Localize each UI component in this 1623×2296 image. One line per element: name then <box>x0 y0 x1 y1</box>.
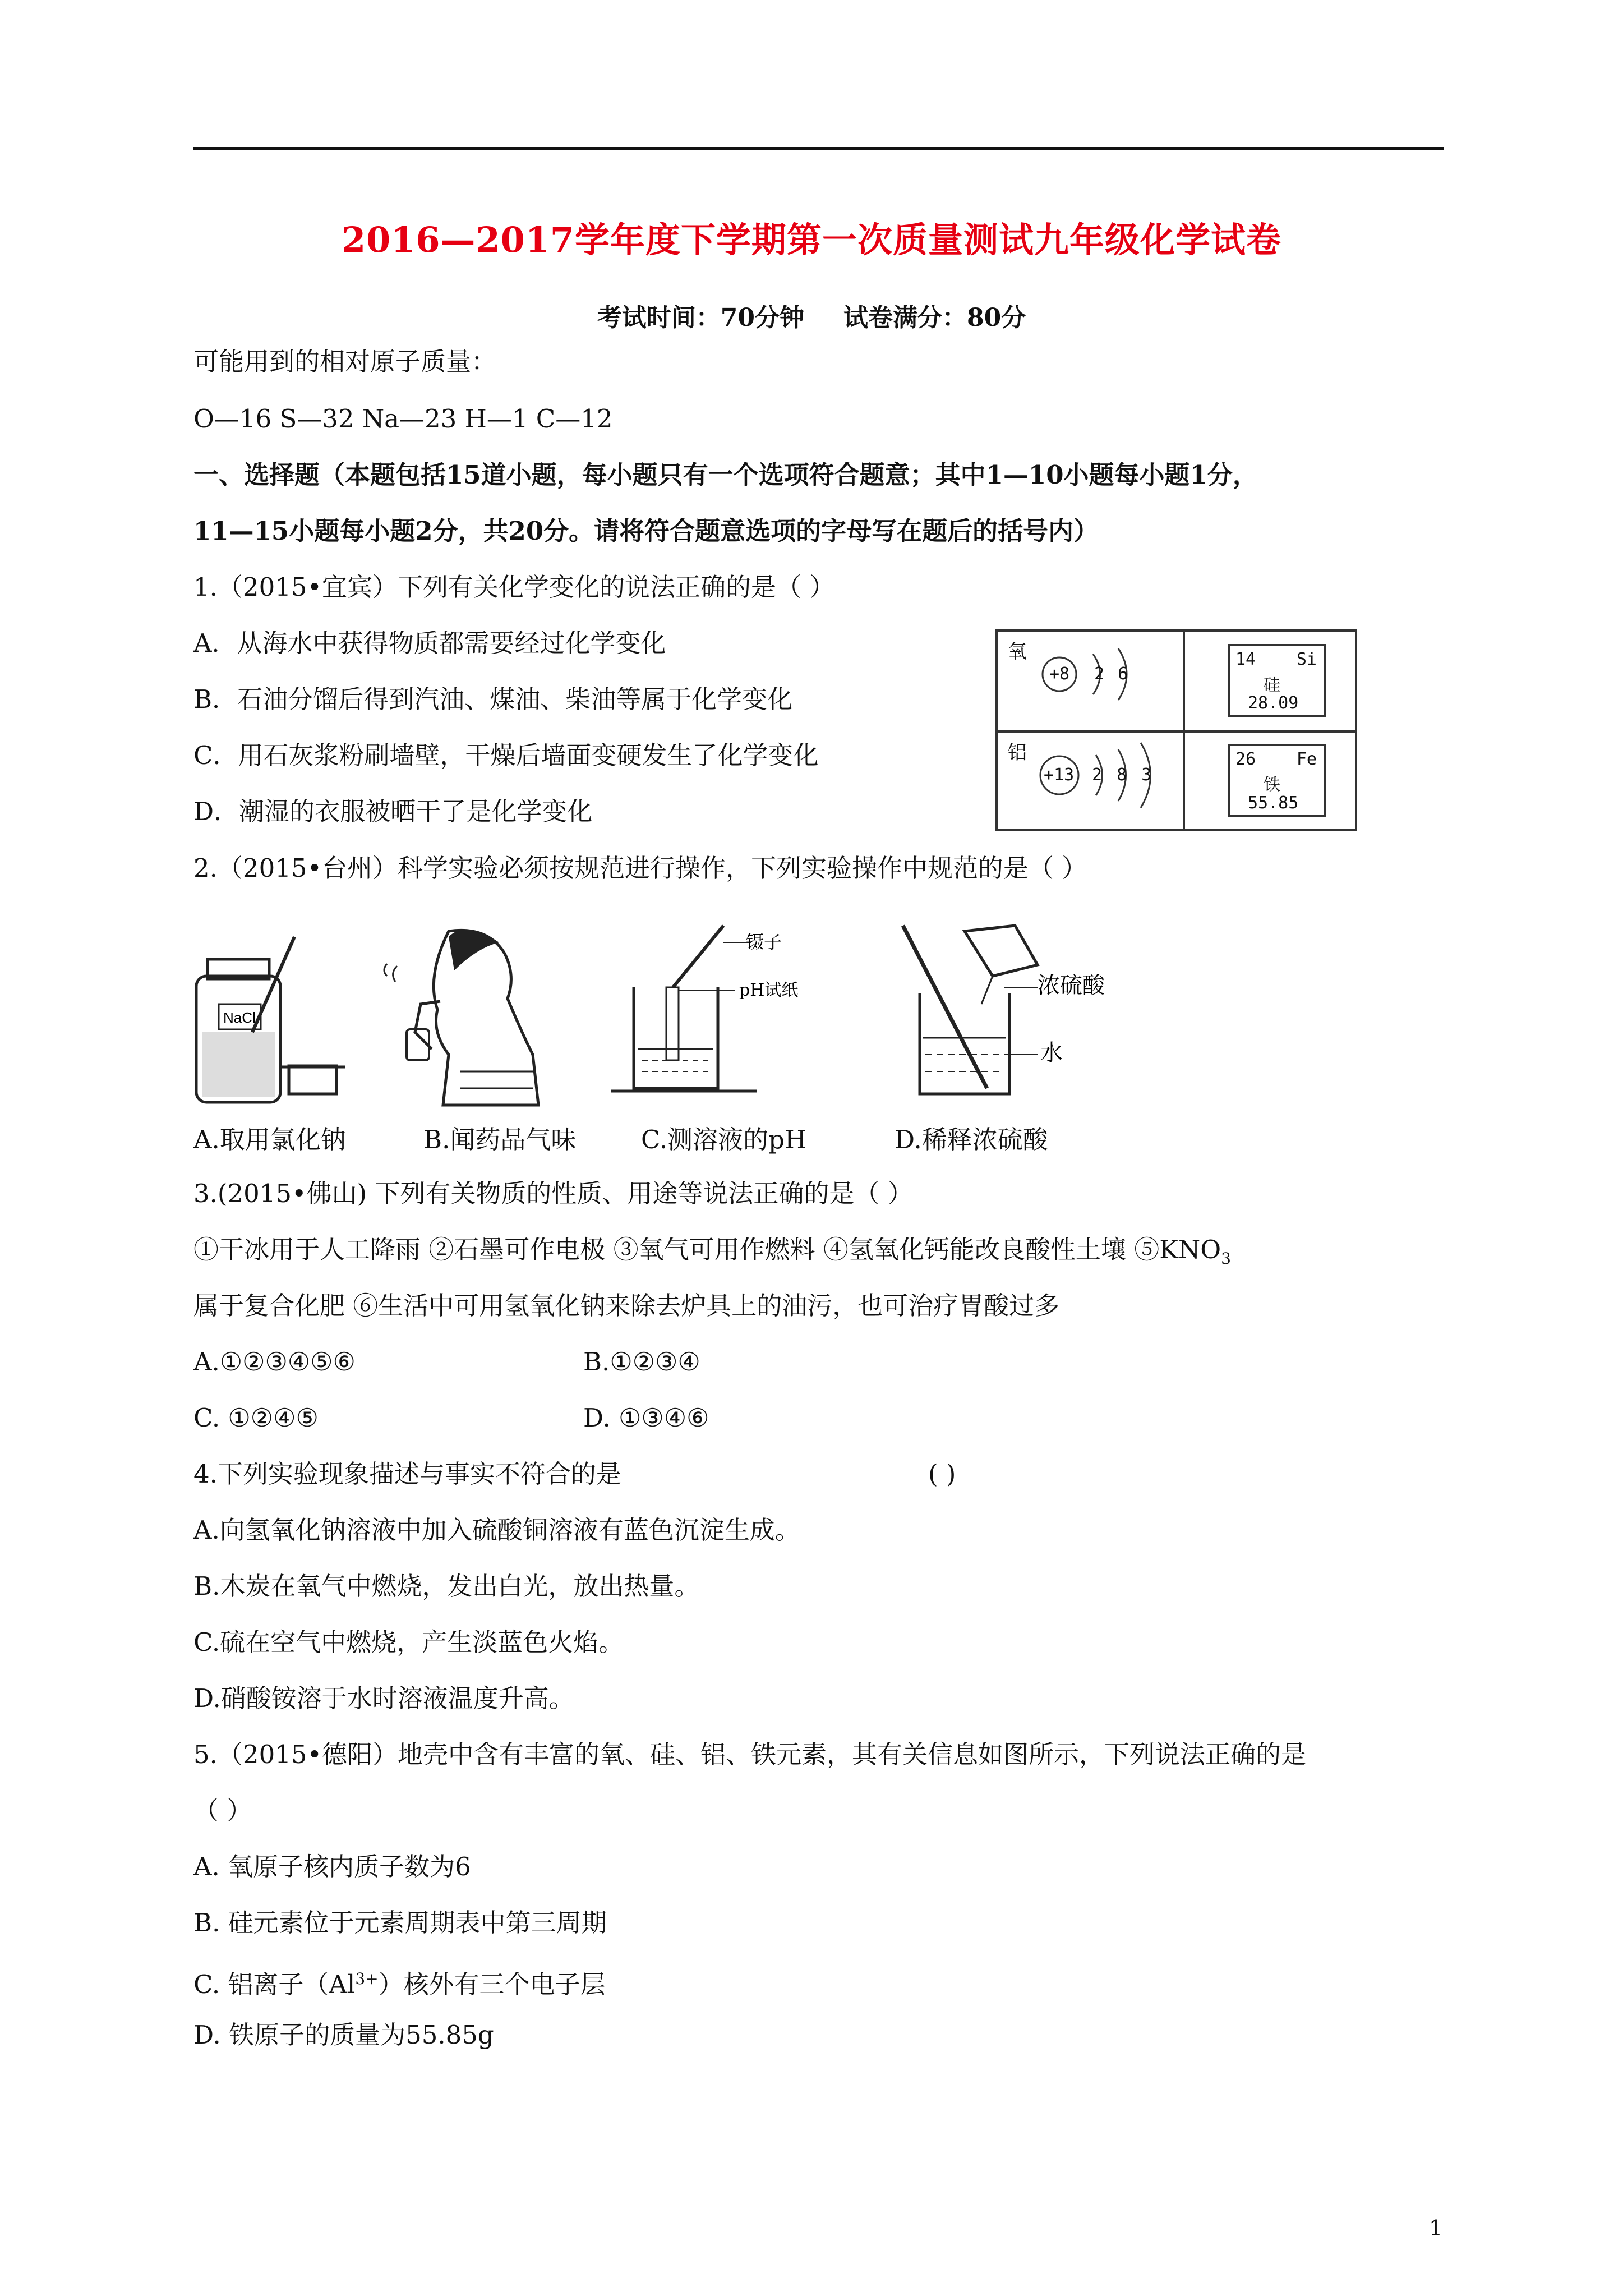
q1-option-c: C．用石灰浆粉刷墙壁，干燥后墙面变硬发生了化学变化 <box>193 740 819 770</box>
water-label: 水 <box>1040 1040 1063 1066</box>
q1-option-d: D．潮湿的衣服被晒干了是化学变化 <box>193 797 593 826</box>
q3-option-b: B.①②③④ <box>583 1347 700 1377</box>
page-number: 1 <box>1429 2216 1443 2240</box>
section1-instructions-line2: 11—15小题每小题2分，共20分。请将符合题意选项的字母写在题后的括号内） <box>193 516 1099 546</box>
exam-score: 试卷满分：80分 <box>843 303 1026 332</box>
lab-operations-illustration <box>185 920 1138 1122</box>
q4-answer-paren: ( ) <box>928 1459 956 1489</box>
header-rule <box>193 147 1444 150</box>
q2-option-a: A.取用氯化钠 <box>193 1125 346 1154</box>
person-smelling-image <box>384 930 538 1105</box>
iron-element-cell: 26 Fe 铁 55.85 <box>1228 744 1326 817</box>
dilution-beaker-image <box>903 926 1038 1094</box>
conc-acid-label: 浓硫酸 <box>1038 973 1105 999</box>
q5-option-b: B. 硅元素位于元素周期表中第三周期 <box>193 1908 607 1938</box>
aluminum-shells: 2 8 3 <box>1092 765 1152 785</box>
q1-option-a: A．从海水中获得物质都需要经过化学变化 <box>193 628 666 658</box>
element-info-figure <box>995 629 1357 831</box>
aluminum-nucleus: +13 <box>1044 765 1075 785</box>
q5-option-a: A. 氧原子核内质子数为6 <box>193 1852 471 1881</box>
oxygen-shells: 2 6 <box>1094 664 1128 684</box>
atomic-mass-values: O—16 S—32 Na—23 H—1 C—12 <box>193 404 613 434</box>
nacl-label: NaCl <box>223 1009 256 1026</box>
oxygen-nucleus: +8 <box>1049 664 1070 684</box>
section1-instructions-line1: 一、选择题（本题包括15道小题，每小题只有一个选项符合题意；其中1—10小题每小题1分， <box>193 460 1258 490</box>
q4-stem: 4.下列实验现象描述与事实不符合的是 <box>193 1459 621 1489</box>
ph-test-beaker-image <box>611 926 757 1091</box>
exam-time: 考试时间：70分钟 <box>597 303 804 332</box>
q2-option-b: B.闻药品气味 <box>423 1125 577 1154</box>
q2-stem: 2.（2015•台州）科学实验必须按规范进行操作，下列实验操作中规范的是（ ） <box>193 853 1087 883</box>
page-title: 2016—2017学年度下学期第一次质量测试九年级化学试卷 <box>341 219 1282 260</box>
q3-stem: 3.(2015•佛山) 下列有关物质的性质、用途等说法正确的是（ ） <box>193 1179 913 1208</box>
atomic-mass-label: 可能用到的相对原子质量： <box>193 347 497 376</box>
q5-option-c: C. 铝离子$(Al^{3+})$核外有三个电子层 <box>193 1970 606 1999</box>
tweezers-label: 镊子 <box>746 931 782 953</box>
q3-option-c: C. ①②④⑤ <box>193 1403 319 1433</box>
q3-option-a: A.①②③④⑤⑥ <box>193 1347 356 1377</box>
aluminum-label: 铝 <box>1008 742 1027 764</box>
q1-stem: 1.（2015•宜宾）下列有关化学变化的说法正确的是（ ） <box>193 572 835 602</box>
q3-statements-line1: ①干冰用于人工降雨 ②石墨可作电极 ③氧气可用作燃料 ④氢氧化钙能改良酸性土壤 $⑤KNO_3$ <box>193 1235 1231 1268</box>
oxygen-label: 氧 <box>1008 641 1027 663</box>
q4-option-a: A.向氢氧化钠溶液中加入硫酸铜溶液有蓝色沉淀生成。 <box>193 1515 800 1545</box>
q5-stem: 5.（2015•德阳）地壳中含有丰富的氧、硅、铝、铁元素，其有关信息如图所示，下列说法正确的是 <box>193 1740 1307 1769</box>
q1-option-b: B．石油分馏后得到汽油、煤油、柴油等属于化学变化 <box>193 684 793 714</box>
q5-answer-paren: （ ） <box>193 1796 252 1825</box>
q4-option-c: C.硫在空气中燃烧，产生淡蓝色火焰。 <box>193 1627 624 1657</box>
q3-statements-line2: 属于复合化肥 ⑥生活中可用氢氧化钠来除去炉具上的油污，也可治疗胃酸过多 <box>193 1291 1060 1320</box>
q4-option-b: B.木炭在氧气中燃烧，发出白光，放出热量。 <box>193 1571 700 1601</box>
q5-option-d: D. 铁原子的质量为55.85g <box>193 2020 494 2050</box>
exam-info <box>0 297 1623 333</box>
q4-option-d: D.硝酸铵溶于水时溶液温度升高。 <box>193 1683 574 1713</box>
q2-option-d: D.稀释浓硫酸 <box>895 1125 1048 1154</box>
atomic-structure-diagrams <box>998 632 1183 834</box>
silicon-element-cell: 14 Si 硅 28.09 <box>1228 644 1326 717</box>
nacl-jar-image <box>196 937 345 1102</box>
q2-option-c: C.测溶液的pH <box>641 1125 807 1154</box>
q3-option-d: D. ①③④⑥ <box>583 1403 709 1433</box>
ph-paper-label: pH试纸 <box>739 981 799 1000</box>
